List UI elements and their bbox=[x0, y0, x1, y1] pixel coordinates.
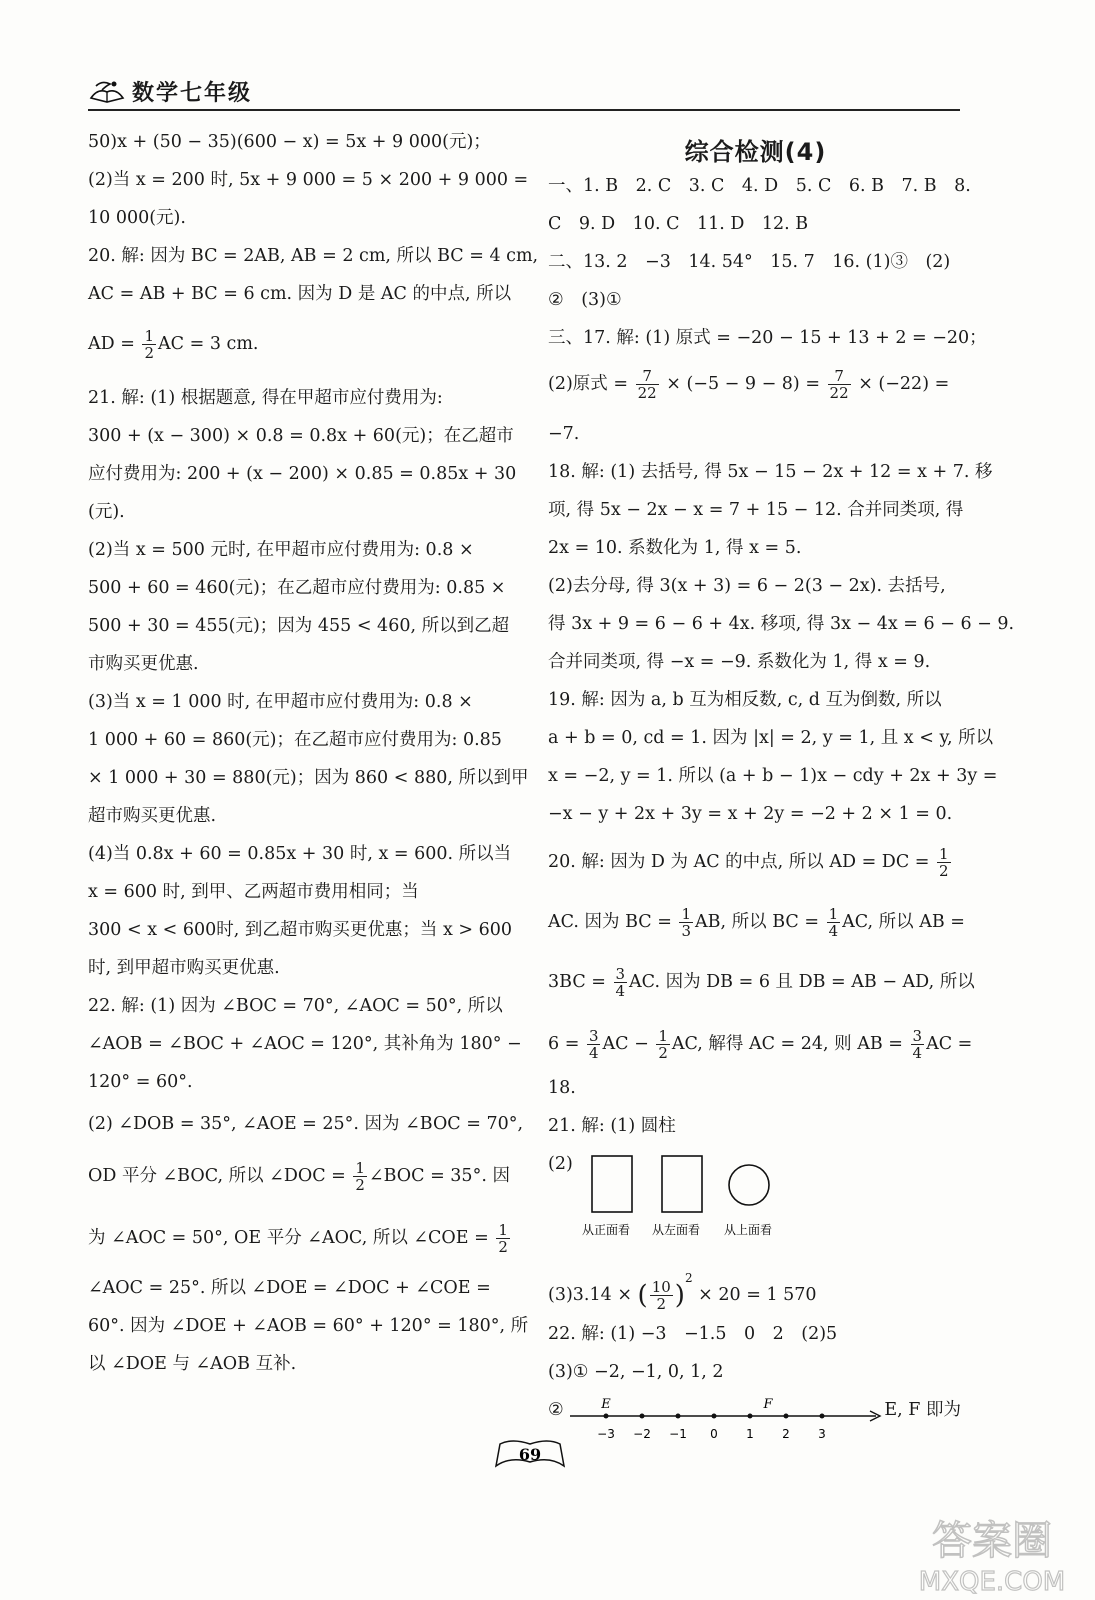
text: OD 平分 ∠BOC, 所以 ∠DOC = bbox=[88, 1166, 352, 1186]
tick-dot bbox=[820, 1414, 825, 1419]
text-line: 市购买更优惠. bbox=[88, 654, 199, 674]
book-logo-icon bbox=[88, 76, 126, 106]
text: AD = bbox=[88, 334, 141, 354]
text: ∠BOC = 35°. 因 bbox=[368, 1166, 510, 1186]
tick-label: 0 bbox=[710, 1427, 718, 1441]
numerator: 1 bbox=[828, 905, 839, 923]
text-line: 1 000 + 60 = 860(元)；在乙超市应付费用为: 0.85 bbox=[88, 730, 502, 750]
tick-label: 1 bbox=[746, 1427, 754, 1441]
fraction-line bbox=[88, 1160, 508, 1193]
text-line: 得 3x + 9 = 6 − 6 + 4x. 移项, 得 3x − 4x = 6 − 6 − 9. bbox=[548, 614, 1015, 634]
view-label: 从正面看 bbox=[582, 1223, 631, 1237]
text: × 20 = 1 570 bbox=[692, 1285, 817, 1305]
header-rule bbox=[88, 109, 960, 111]
tick-dot bbox=[640, 1414, 645, 1419]
paren: ( bbox=[637, 1280, 648, 1311]
fraction-line bbox=[548, 846, 963, 879]
tick-dot bbox=[676, 1414, 681, 1419]
fraction bbox=[587, 1028, 601, 1061]
text-line: 18. 解: (1) 去括号, 得 5x − 15 − 2x + 12 = x + 7. 移 bbox=[548, 462, 993, 482]
text: (3)3.14 × bbox=[548, 1285, 638, 1305]
fraction-line bbox=[548, 368, 963, 401]
fraction-line bbox=[548, 1266, 963, 1312]
text-line: AC = AB + BC = 6 cm. 因为 D 是 AC 的中点, 所以 bbox=[88, 284, 512, 304]
fraction bbox=[656, 1028, 670, 1061]
section-title: 综合检测(4) bbox=[684, 138, 827, 166]
text-line: 以 ∠DOE 与 ∠AOB 互补. bbox=[88, 1354, 297, 1374]
text: ② bbox=[548, 1400, 564, 1420]
text-line: 300 < x < 600时, 到乙超市购买更优惠；当 x > 600 bbox=[88, 920, 512, 940]
text-line: 18. bbox=[548, 1078, 576, 1098]
text-line: 10 000(元). bbox=[88, 208, 186, 228]
text-line: −7. bbox=[548, 424, 580, 444]
numerator: 1 bbox=[355, 1159, 365, 1177]
denominator: 2 bbox=[939, 862, 949, 880]
fraction bbox=[911, 1028, 925, 1061]
fraction bbox=[937, 846, 951, 879]
text: E, F 即为 bbox=[884, 1400, 961, 1420]
text: 6 = bbox=[548, 1034, 585, 1054]
text-line: 120° = 60°. bbox=[88, 1072, 193, 1092]
text-line: 50)x + (50 − 35)(600 − x) = 5x + 9 000(元)； bbox=[88, 132, 491, 152]
fraction bbox=[496, 1222, 510, 1255]
denominator: 4 bbox=[828, 922, 839, 940]
text: AC = 3 cm. bbox=[158, 334, 259, 354]
denominator: 4 bbox=[912, 1044, 923, 1062]
text-line: 21. 解: (1) 圆柱 bbox=[548, 1116, 676, 1136]
text-line: 项, 得 5x − 2x − x = 7 + 15 − 12. 合并同类项, 得 bbox=[548, 500, 964, 520]
view-label: 从上面看 bbox=[724, 1223, 773, 1237]
text-line: 三、17. 解: (1) 原式 = −20 − 15 + 13 + 2 = −20； bbox=[548, 328, 987, 348]
numerator: 10 bbox=[651, 1278, 671, 1296]
numerator: 3 bbox=[615, 965, 626, 983]
denominator: 2 bbox=[658, 1044, 668, 1062]
text: 20. 解: 因为 D 为 AC 的中点, 所以 AD = DC = bbox=[548, 852, 936, 872]
text-line: ∠AOB = ∠BOC + ∠AOC = 120°, 其补角为 180° − bbox=[88, 1034, 522, 1054]
tick-dot bbox=[604, 1414, 609, 1419]
numerator: 3 bbox=[912, 1027, 923, 1045]
text: AC, 所以 AB = bbox=[842, 912, 965, 932]
text: AC. 因为 BC = bbox=[548, 912, 678, 932]
text-line: (4)当 0.8x + 60 = 0.85x + 30 时, x = 600. 所以当 bbox=[88, 844, 512, 864]
text-line: x = 600 时, 到甲、乙两超市费用相同；当 bbox=[88, 882, 419, 902]
text-line: 超市购买更优惠. bbox=[88, 806, 217, 826]
fraction-line bbox=[88, 328, 508, 361]
numerator: 1 bbox=[681, 905, 692, 923]
fraction-line bbox=[548, 965, 975, 1000]
text-line: 2x = 10. 系数化为 1, 得 x = 5. bbox=[548, 538, 802, 558]
text-line: 22. 解: (1) 因为 ∠BOC = 70°, ∠AOC = 50°, 所以 bbox=[88, 996, 503, 1016]
fraction bbox=[650, 1279, 673, 1312]
tick-label: −1 bbox=[669, 1427, 687, 1441]
text: AB, 所以 BC = bbox=[695, 912, 825, 932]
text-line: x = −2, y = 1. 所以 (a + b − 1)x − cdy + 2x + 3y = bbox=[548, 766, 998, 786]
text: (2)原式 = bbox=[548, 374, 634, 394]
text-line: (3)① −2, −1, 0, 1, 2 bbox=[548, 1362, 724, 1382]
numerator: 7 bbox=[636, 368, 659, 385]
text-line: C 9. D 10. C 11. D 12. B bbox=[548, 214, 809, 234]
denominator: 22 bbox=[829, 384, 849, 402]
tick-label: 2 bbox=[782, 1427, 790, 1441]
text-line: 500 + 60 = 460(元)；在乙超市应付费用为: 0.85 × bbox=[88, 578, 506, 598]
numerator: 1 bbox=[658, 1027, 668, 1045]
numerator: 3 bbox=[588, 1027, 599, 1045]
text-line: ∠AOC = 25°. 所以 ∠DOE = ∠DOC + ∠COE = bbox=[88, 1278, 491, 1298]
fraction bbox=[353, 1160, 367, 1193]
text: AC, 解得 AC = 24, 则 AB = bbox=[671, 1034, 909, 1054]
tick-label: 3 bbox=[818, 1427, 826, 1441]
tick-label: −2 bbox=[633, 1427, 651, 1441]
text-line: −x − y + 2x + 3y = x + 2y = −2 + 2 × 1 = 0. bbox=[548, 804, 953, 824]
text-line: 应付费用为: 200 + (x − 200) × 0.85 = 0.85x + 30 bbox=[88, 464, 517, 484]
numerator: 1 bbox=[144, 327, 155, 345]
denominator: 2 bbox=[656, 1295, 667, 1313]
text-line: (2)去分母, 得 3(x + 3) = 6 − 2(3 − 2x). 去括号, bbox=[548, 576, 946, 596]
page-header bbox=[88, 72, 960, 112]
denominator: 2 bbox=[498, 1238, 508, 1256]
text-line: 60°. 因为 ∠DOE + ∠AOB = 60° + 120° = 180°, 所 bbox=[88, 1316, 529, 1336]
text-line: × 1 000 + 30 = 880(元)；因为 860 < 880, 所以到甲 bbox=[88, 768, 529, 788]
text: 为 ∠AOC = 50°, OE 平分 ∠AOC, 所以 ∠COE = bbox=[88, 1228, 495, 1248]
text-line: ② (3)① bbox=[548, 290, 622, 310]
text-line: 500 + 30 = 455(元)；因为 455 < 460, 所以到乙超 bbox=[88, 616, 510, 636]
text-line: 一、1. B 2. C 3. C 4. D 5. C 6. B 7. B 8. bbox=[548, 176, 971, 196]
denominator: 22 bbox=[637, 384, 657, 402]
fraction bbox=[142, 328, 156, 361]
denominator: 4 bbox=[615, 982, 626, 1000]
tick-label: −3 bbox=[597, 1427, 615, 1441]
text: (2) bbox=[548, 1154, 573, 1174]
number-line-row bbox=[548, 1398, 963, 1448]
point-label: E bbox=[601, 1397, 611, 1412]
text: × (−5 − 9 − 8) = bbox=[660, 374, 826, 394]
text-line: 20. 解: 因为 BC = 2AB, AB = 2 cm, 所以 BC = 4 cm, bbox=[88, 246, 539, 266]
left-view-rect bbox=[662, 1156, 702, 1212]
text-line: (2) ∠DOB = 35°, ∠AOE = 25°. 因为 ∠BOC = 70°, bbox=[88, 1114, 524, 1134]
text: AC = bbox=[926, 1034, 973, 1054]
text-line: 300 + (x − 300) × 0.8 = 0.8x + 60(元)；在乙超市 bbox=[88, 426, 514, 446]
text-line: (元). bbox=[88, 502, 125, 522]
watermark-text: 答案圈 bbox=[932, 1518, 1052, 1564]
text: AC. 因为 DB = 6 且 DB = AB − AD, 所以 bbox=[629, 972, 975, 992]
text-line: (2)当 x = 200 时, 5x + 9 000 = 5 × 200 + 9 000 = bbox=[88, 170, 529, 190]
page-number: 69 bbox=[518, 1445, 542, 1464]
text: × (−22) = bbox=[852, 374, 950, 394]
paren: ) bbox=[674, 1280, 685, 1311]
header-title: 数学七年级 bbox=[132, 81, 253, 106]
text-line: 时, 到甲超市购买更优惠. bbox=[88, 958, 280, 978]
text-line: 19. 解: 因为 a, b 互为相反数, c, d 互为倒数, 所以 bbox=[548, 690, 942, 710]
denominator: 4 bbox=[588, 1044, 599, 1062]
page-number-badge bbox=[490, 1436, 570, 1472]
tick-dot bbox=[748, 1414, 753, 1419]
front-view-rect bbox=[592, 1156, 632, 1212]
text-line: (3)当 x = 1 000 时, 在甲超市应付费用为: 0.8 × bbox=[88, 692, 473, 712]
text-line: 二、13. 2 −3 14. 54° 15. 7 16. (1)③ (2) bbox=[548, 252, 951, 272]
text-line: 21. 解: (1) 根据题意, 得在甲超市应付费用为: bbox=[88, 388, 443, 408]
fraction-line bbox=[88, 1222, 508, 1255]
three-views-figure bbox=[548, 1154, 808, 1244]
denominator: 2 bbox=[355, 1176, 365, 1194]
fraction bbox=[827, 906, 841, 939]
fraction bbox=[679, 906, 693, 939]
fraction-line bbox=[548, 1027, 973, 1062]
exponent: 2 bbox=[684, 1271, 693, 1285]
top-view-circle bbox=[729, 1165, 769, 1205]
fraction-line bbox=[548, 906, 963, 939]
watermark-url: MXQE.COM bbox=[918, 1567, 1066, 1597]
tick-dot bbox=[784, 1414, 789, 1419]
text: 3BC = bbox=[548, 972, 612, 992]
views-drawing bbox=[548, 1154, 808, 1244]
text-line: (2)当 x = 500 元时, 在甲超市应付费用为: 0.8 × bbox=[88, 540, 474, 560]
fraction bbox=[828, 368, 851, 401]
denominator: 2 bbox=[144, 344, 155, 362]
denominator: 3 bbox=[681, 922, 692, 940]
fraction bbox=[636, 368, 659, 401]
numerator: 1 bbox=[939, 845, 949, 863]
watermark-logo bbox=[892, 1510, 1092, 1600]
fraction bbox=[614, 966, 628, 999]
view-label: 从左面看 bbox=[652, 1223, 701, 1237]
text-line: 合并同类项, 得 −x = −9. 系数化为 1, 得 x = 9. bbox=[548, 652, 931, 672]
point-label: F bbox=[763, 1397, 773, 1412]
text-line: 22. 解: (1) −3 −1.5 0 2 (2)5 bbox=[548, 1324, 838, 1344]
numerator: 1 bbox=[498, 1221, 508, 1239]
number-line bbox=[570, 1394, 910, 1444]
numerator: 7 bbox=[828, 368, 851, 385]
tick-dot bbox=[712, 1414, 717, 1419]
text: AC − bbox=[602, 1034, 655, 1054]
text-line: a + b = 0, cd = 1. 因为 |x| = 2, y = 1, 且 x < y, 所以 bbox=[548, 728, 994, 748]
